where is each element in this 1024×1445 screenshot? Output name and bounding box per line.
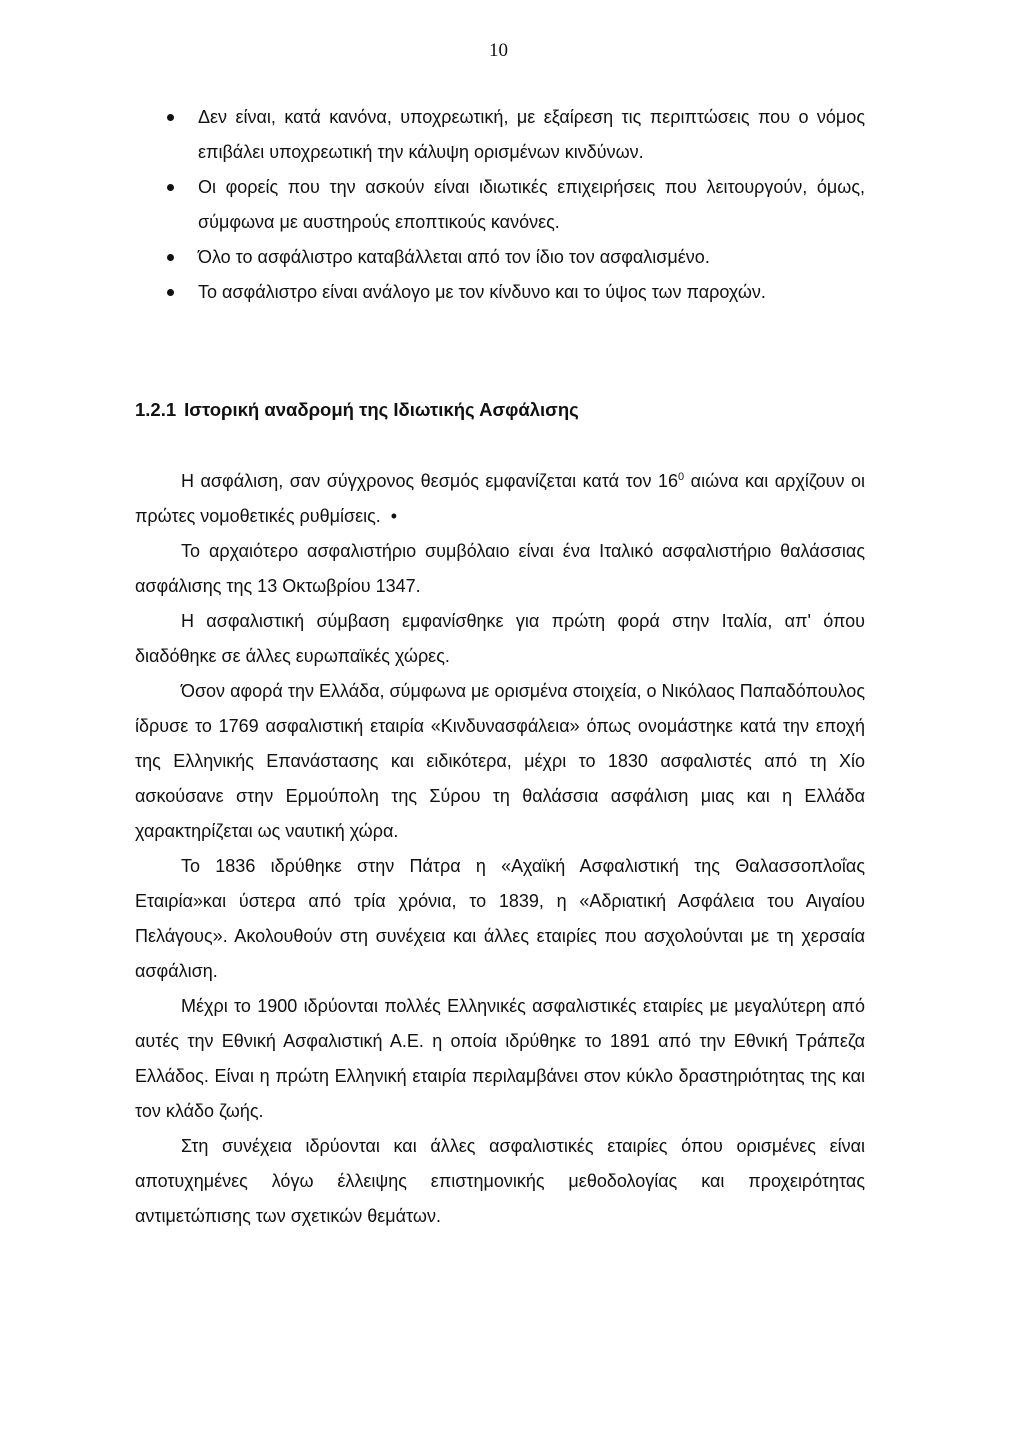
paragraph: Στη συνέχεια ιδρύονται και άλλες ασφαλιστικές εταιρίες όπου ορισμένες είναι αποτυχημένες λόγω έλλειψης επιστημονικής μεθοδολογίας και προχειρότητας αντιμετώπισης των σχετικών θεμάτων. [135,1136,865,1226]
bullet-text: Το ασφάλιστρο είναι ανάλογο με τον κίνδυνο και το ύψος των παροχών. [198,282,766,302]
bullet-icon [167,114,174,121]
bullet-text: Όλο το ασφάλιστρο καταβάλλεται από τον ίδιο τον ασφαλισμένο. [198,247,710,267]
page-number: 10 [489,40,508,61]
list-item [155,100,865,170]
paragraph: Όσον αφορά την Ελλάδα, σύμφωνα με ορισμένα στοιχεία, ο Νικόλαος Παπαδόπουλος ίδρυσε το 1769 ασφαλιστική εταιρία «Κινδυνασφάλεια» όπως ονομάστηκε κατά την εποχή της Ελληνικής Επανάστασης και ειδικότερα, μέχρι το 1830 ασφαλιστές από τη Χίο ασκούσανε στην Ερμούπολη της Σύρου τη θαλάσσια ασφάλιση μιας και η Ελλάδα χαρακτηρίζεται ως ναυτική χώρα. [135,681,865,841]
superscript: 0 [678,471,685,483]
bullet-text: Δεν είναι, κατά κανόνα, υποχρεωτική, με εξαίρεση τις περιπτώσεις που ο νόμος επιβάλει υποχρεωτική την κάλυψη ορισμένων κινδύνων. [198,107,865,162]
stray-mark: • [390,506,398,526]
section-number: 1.2.1 [135,399,177,420]
section-title: Ιστορική αναδρομή της Ιδιωτικής Ασφάλισης [184,399,579,420]
bullet-icon [167,289,174,296]
paragraph: Το 1836 ιδρύθηκε στην Πάτρα η «Αχαϊκή Ασφαλιστική της Θαλασσοπλοΐας Εταιρία»και ύστερα από τρία χρόνια, το 1839, η «Αδριατική Ασφάλεια του Αιγαίου Πελάγους». Ακολουθούν στη συνέχεια και άλλες εταιρίες που ασχολούνται με τη χερσαία ασφάλιση. [135,856,865,981]
features-bullet-list [155,100,865,310]
paragraph-text: Η ασφάλιση, σαν σύγχρονος θεσμός εμφανίζεται κατά τον 16 [181,471,679,491]
paragraph: Μέχρι το 1900 ιδρύονται πολλές Ελληνικές ασφαλιστικές εταιρίες με μεγαλύτερη από αυτές την Εθνική Ασφαλιστική Α.Ε. η οποία ιδρύθηκε το 1891 από την Εθνική Τράπεζα Ελλάδος. Είναι η πρώτη Ελληνική εταιρία περιλαμβάνει στον κύκλο δραστηριότητας της και τον κλάδο ζωής. [135,996,865,1121]
list-item [155,240,865,275]
bullet-text: Οι φορείς που την ασκούν είναι ιδιωτικές επιχειρήσεις που λειτουργούν, όμως, σύμφωνα με αυστηρούς εποπτικούς κανόνες. [198,177,865,232]
bullet-icon [167,184,174,191]
body-text [135,464,865,1234]
paragraph-text: αιώνα και αρχίζουν οι πρώτες νομοθετικές ρυθμίσεις. [135,471,865,526]
paragraph [135,464,865,534]
paragraph: Η ασφαλιστική σύμβαση εμφανίσθηκε για πρώτη φορά στην Ιταλία, απ' όπου διαδόθηκε σε άλλες ευρωπαϊκές χώρες. [135,611,865,666]
list-item [155,170,865,240]
section-heading [135,392,865,428]
paragraph: Το αρχαιότερο ασφαλιστήριο συμβόλαιο είναι ένα Ιταλικό ασφαλιστήριο θαλάσσιας ασφάλισης της 13 Οκτωβρίου 1347. [135,541,865,596]
list-item [155,275,865,310]
bullet-icon [167,254,174,261]
